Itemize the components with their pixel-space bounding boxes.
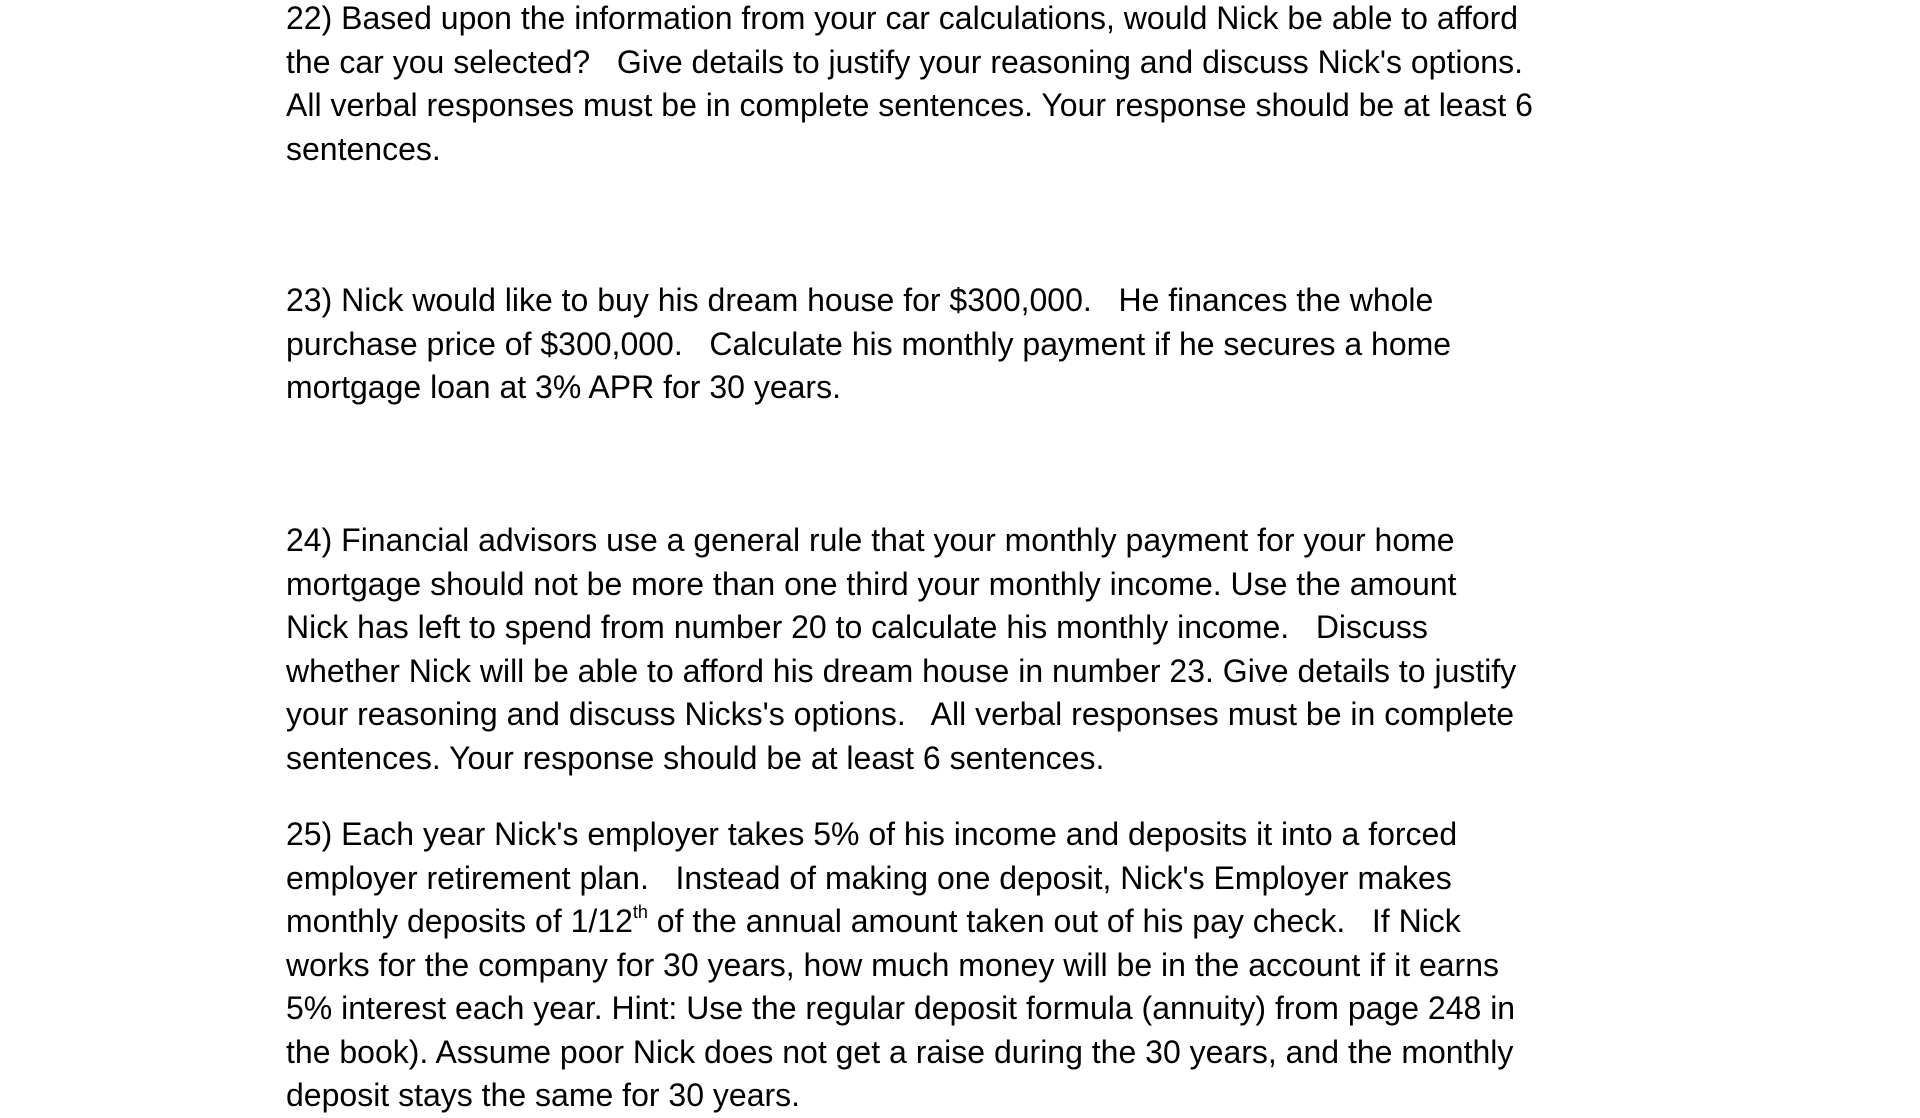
question-24-line: whether Nick will be able to afford his dream house in number 23. Give details to justify [286,652,1517,689]
question-25-line-after-superscript: of the annual amount taken out of his pay check. If Nick [647,903,1461,939]
question-23 [286,279,1656,410]
question-24-line: 24) Financial advisors use a general rule that your monthly payment for your home [286,522,1455,558]
question-23-line: purchase price of $300,000. Calculate his monthly payment if he secures a home [286,325,1452,362]
question-22 [286,0,1656,171]
question-22-line: sentences. [286,130,441,167]
question-25-line: the book). Assume poor Nick does not get a raise during the 30 years, and the monthly [286,1033,1514,1070]
ordinal-superscript: th [632,902,648,923]
question-25-line: 25) Each year Nick's employer takes 5% of his income and deposits it into a forced [286,816,1458,852]
question-22-line: the car you selected? Give details to justify your reasoning and discuss Nick's options. [286,43,1523,80]
question-25-line-with-superscript [286,900,1656,944]
question-22-line: 22) Based upon the information from your car calculations, would Nick be able to afford [286,0,1519,36]
question-25-line: works for the company for 30 years, how much money will be in the account if it earns [286,946,1499,983]
question-24-line: mortgage should not be more than one third your monthly income. Use the amount [286,565,1457,602]
question-23-line: mortgage loan at 3% APR for 30 years. [286,369,841,405]
question-23-line: 23) Nick would like to buy his dream house for $300,000. He finances the whole [286,282,1434,318]
question-22-line: All verbal responses must be in complete sentences. Your response should be at least 6 [286,87,1533,123]
question-24-line: your reasoning and discuss Nicks's options. All verbal responses must be in complete [286,696,1515,732]
question-25-line-before-superscript: monthly deposits of 1/12 [286,903,633,939]
question-25-line: 5% interest each year. Hint: Use the regular deposit formula (annuity) from page 248 in [286,990,1516,1026]
question-24 [286,519,1656,780]
question-24-line: Nick has left to spend from number 20 to calculate his monthly income. Discuss [286,609,1428,645]
question-25 [286,813,1656,1118]
question-24-line: sentences. Your response should be at least 6 sentences. [286,739,1105,776]
question-25-line: deposit stays the same for 30 years. [286,1077,801,1113]
question-25-line: employer retirement plan. Instead of making one deposit, Nick's Employer makes [286,859,1452,896]
